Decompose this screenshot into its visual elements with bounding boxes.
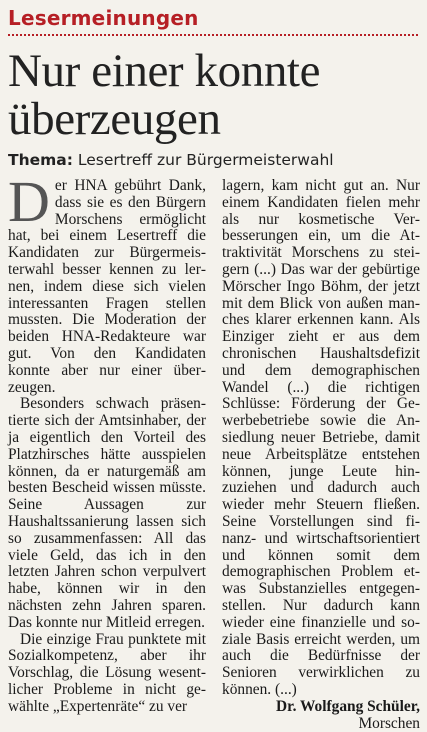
author-city: Morschen — [222, 716, 420, 732]
author-name: Dr. Wolfgang Schüler, — [222, 699, 420, 716]
headline-line-2: überzeugen — [8, 95, 420, 143]
section-heading: Lesermeinungen — [8, 6, 418, 36]
paragraph: Die einzige Frau punktete mit Sozialkompetenz, aber ihr Vorschlag, die Lösung wesentlicher Probleme in nicht gewählte „Expertenräte“ zu ver — [8, 632, 206, 716]
paragraph: lagern, kam nicht gut an. Nur einem Kandidaten fielen mehr als nur kosmetische Verbesserungen ein, um die Attraktivität Morschens zu steigern (...) Das war der gebürtige Mörscher Ingo Böhm, der jetzt mit dem Blick von außen manches klarer erkennen kann. Als Einziger zieht er aus dem chronischen Haushaltsdefizit und dem demographischen Wandel (...) die richtigen Schlüsse: Förderung der Gewerbebetriebe sowie die Ansiedlung neuer Betriebe, damit neue Arbeitsplätze entstehen können, junge Leute hinzuziehen und dadurch auch wieder mehr Steuern fließen. Seine Vorstellungen sind finanz- und wirtschaftsorientiert und können somit dem demographischen Problem etwas Substanzielles entgegenstellen. Nur dadurch kann wieder eine finanzielle und soziale Basis erreicht werden, um auch die Bedürfnisse der Senioren verwirklichen zu können. (...) — [222, 178, 420, 699]
topic-label: Thema: — [8, 151, 73, 169]
drop-cap: D — [8, 179, 50, 225]
topic-text: Lesertreff zur Bürgermeisterwahl — [78, 151, 334, 169]
paragraph: Besonders schwach präsentierte sich der Amtsinhaber, der ja eigentlich den Vorteil des Platzhirsches hätte ausspielen können, da er naturgemäß am besten Bescheid wissen müsste. Seine Aussagen zur Haushaltssanierung lassen sich so zusammenfassen: All das viele Geld, das ich in den letzten Jahren schon verpulvert habe, können wir in den nächsten zehn Jahren sparen. Das konnte nur Mitleid erregen. — [8, 396, 206, 631]
paragraph-text: er HNA gebührt Dank, dass sie es den Bürgern Morschens ermöglicht hat, bei einem Lesertreff die Kandidaten zur Bürgermeisterwahl besser kennen zu lernen, indem diese sich vielen interessanten Fragen stellen mussten. Die Moderation der beiden HNA-Redakteure war gut. Von den Kandidaten konnte aber nur einer überzeugen. — [8, 177, 206, 396]
text-column-left — [8, 178, 206, 716]
headline-line-1: Nur einer konnte — [8, 47, 420, 95]
paragraph — [8, 178, 206, 396]
topic-line — [8, 151, 420, 169]
article-headline — [8, 47, 420, 143]
text-column-right — [222, 178, 420, 732]
